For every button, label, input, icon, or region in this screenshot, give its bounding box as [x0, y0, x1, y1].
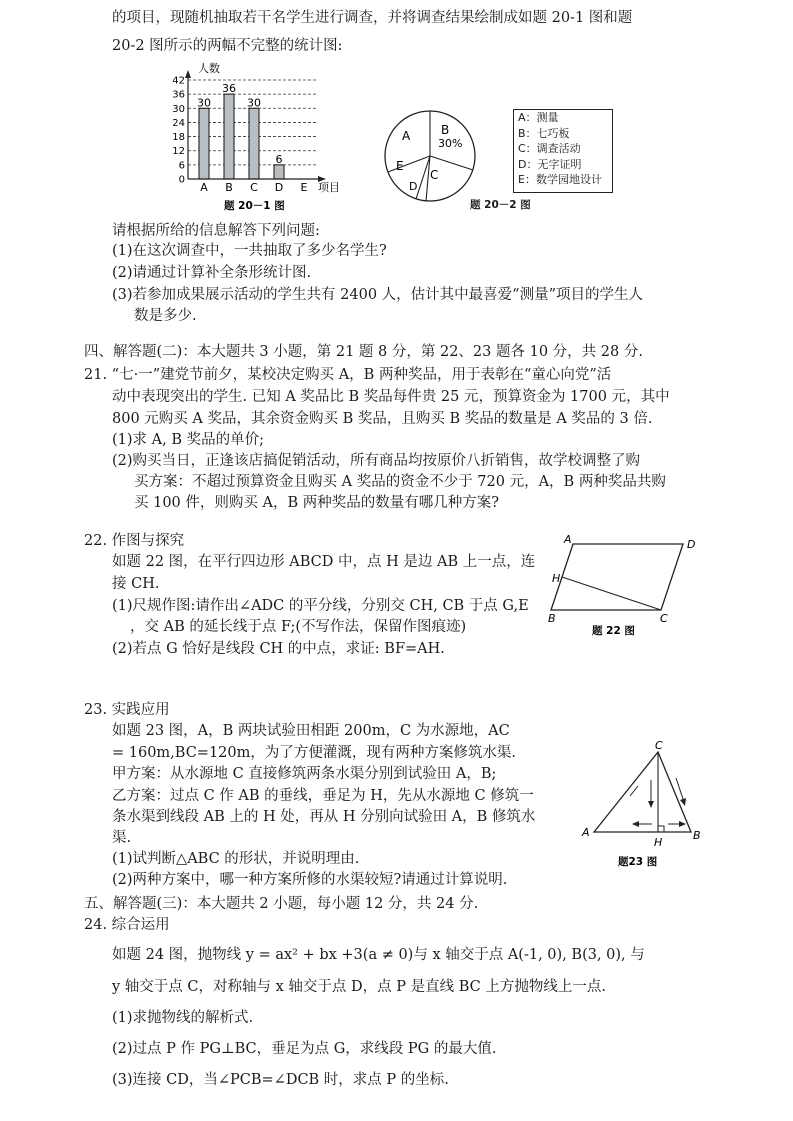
label-a: A: [582, 826, 590, 839]
label-c: C: [660, 612, 668, 625]
pie-chart-caption: 题 20－2 图: [470, 199, 531, 211]
legend-item-e: E：数学园地设计: [518, 173, 602, 186]
arrow-down-head-icon: [648, 801, 654, 808]
q23-line-3: = 160m,BC=120m，为了方便灌溉，现有两种方案修筑水渠.: [112, 745, 516, 761]
legend-box: [513, 109, 613, 193]
q22-part-1: (1)尺规作图:请作出∠ADC 的平分线，分别交 CH, CB 于点 G,E: [112, 598, 529, 614]
bar-value-label: 30: [197, 96, 211, 110]
y-tick-label: 0: [178, 174, 185, 186]
x-tick-label: D: [274, 181, 284, 194]
intro-line-1: 的项目，现随机抽取若干名学生进行调查，并将调查结果绘制成如题 20-1 图和题: [112, 10, 633, 26]
q23-part-1: (1)试判断△ABC 的形状，并说明理由.: [112, 851, 360, 867]
q24-part-3: (3)连接 CD，当∠PCB=∠DCB 时，求点 P 的坐标.: [112, 1072, 449, 1088]
y-tick-label: 24: [172, 117, 185, 129]
y-tick-label: 30: [172, 103, 185, 115]
label-d: D: [687, 538, 696, 551]
bar-value-label: 30: [247, 96, 261, 110]
segment-ch: [562, 577, 661, 610]
arrow-left-head-icon: [632, 821, 639, 827]
y-tick-label: 6: [178, 160, 185, 172]
q23-line-6: 条水渠到线段 AB 上的 H 处，再从 H 分别向试验田 A，B 修筑水: [112, 809, 536, 825]
x-tick-label: C: [250, 181, 258, 194]
q21-line-6: 买方案：不超过预算资金且购买 A 奖品的资金不少于 720 元，A，B 两种奖品共购: [134, 474, 666, 490]
bar-c: [249, 108, 259, 179]
q22-line-2: 如题 22 图，在平行四边形 ABCD 中，点 H 是边 AB 上一点，连: [112, 554, 536, 570]
q24-part-2: (2)过点 P 作 PG⊥BC，垂足为点 G，求线段 PG 的最大值.: [112, 1041, 497, 1057]
label-c: C: [655, 740, 663, 752]
y-axis-arrow-icon: [185, 70, 191, 78]
figure-23-triangle: [578, 740, 708, 874]
x-tick-label: B: [225, 181, 233, 194]
arrow-left-diagonal-icon: [630, 786, 638, 796]
bar-value-label: 36: [222, 82, 236, 96]
pie-label-c: C: [430, 168, 439, 182]
bar-d: [274, 165, 284, 179]
right-angle-mark: [658, 826, 664, 832]
label-h: H: [654, 836, 663, 849]
q21-part-1: (1)求 A, B 奖品的单价;: [112, 432, 264, 448]
bar-b: [224, 94, 234, 179]
arrow-diagonal-head-icon: [680, 798, 686, 806]
q21-line-3: 800 元购买 A 奖品，其余资金购买 B 奖品，且购买 B 奖品的数量是 A 奖品的 3 倍.: [112, 411, 653, 427]
q21-line-5: (2)购买当日，正逢该店搞促销活动，所有商品均按原价八折销售，故学校调整了购: [112, 453, 641, 469]
bar-chart-20-1: [160, 58, 360, 216]
bar-chart-caption: 题 20－1 图: [224, 200, 285, 212]
figure-22-caption: 题 22 图: [592, 625, 635, 637]
y-axis-label: 人数: [198, 62, 220, 75]
q22-part-2: (2)若点 G 恰好是线段 CH 的中点，求证: BF=AH.: [112, 641, 445, 657]
bar-value-label: 6: [275, 152, 283, 166]
figure-22-parallelogram: [548, 532, 708, 638]
q20-part-2: (2)请通过计算补全条形统计图.: [112, 265, 312, 281]
pie-label-b-percent: 30%: [438, 137, 463, 150]
y-tick-label: 18: [172, 132, 185, 144]
pie-label-e: E: [396, 159, 404, 173]
label-b: B: [693, 829, 701, 842]
q23-line-7: 渠.: [112, 830, 132, 846]
q24-line-3: y 轴交于点 C，对称轴与 x 轴交于点 D，点 P 是直线 BC 上方抛物线上一点.: [112, 979, 606, 995]
q23-heading: 23. 实践应用: [84, 702, 170, 718]
legend-item-b: B：七巧板: [518, 126, 570, 140]
figure-23-caption: 题23 图: [618, 856, 658, 868]
legend-item-a: A：测量: [518, 111, 559, 124]
x-axis-label: 项目: [318, 181, 340, 194]
pie-label-d: D: [409, 180, 418, 193]
pie-slice-edge: [388, 156, 430, 172]
y-tick-label: 42: [172, 75, 185, 87]
q23-part-2: (2)两种方案中，哪一种方案所修的水渠较短?请通过计算说明.: [112, 872, 508, 888]
q23-line-4: 甲方案：从水源地 C 直接修筑两条水渠分别到试验田 A，B;: [112, 766, 497, 782]
legend-item-d: D：无字证明: [518, 157, 582, 171]
section-4-heading: 四、解答题(二)：本大题共 3 小题，第 21 题 8 分，第 22、23 题各 10 分，共 28 分.: [84, 344, 643, 360]
q20-part-1: (1)在这次调查中，一共抽取了多少名学生?: [112, 243, 387, 259]
arrow-right-head-icon: [679, 821, 686, 827]
q21-line-1: 21. “七·一”建党节前夕，某校决定购买 A，B 两种奖品，用于表彰在“童心向党”活: [84, 367, 612, 383]
q20-part-3b: 数是多少.: [134, 308, 197, 324]
parallelogram-abcd: [551, 544, 683, 610]
x-tick-label: E: [300, 181, 308, 194]
q20-part-3a: (3)若参加成果展示活动的学生共有 2400 人，估计其中最喜爱“测量”项目的学生人: [112, 287, 643, 303]
label-h: H: [552, 572, 561, 585]
q22-part-1b: ，交 AB 的延长线于点 F;(不写作法，保留作图痕迹): [130, 619, 467, 635]
q20-prompt: 请根据所给的信息解答下列问题:: [112, 223, 320, 239]
q21-line-2: 动中表现突出的学生. 已知 A 奖品比 B 奖品每件贵 25 元，预算资金为 1700 元，其中: [112, 389, 670, 405]
triangle-abc: [594, 752, 691, 832]
bar-a: [199, 108, 209, 179]
y-tick-label: 12: [172, 146, 185, 158]
x-tick-label: A: [200, 181, 208, 194]
intro-line-2: 20-2 图所示的两幅不完整的统计图:: [112, 38, 343, 54]
q23-line-5: 乙方案：过点 C 作 AB 的垂线，垂足为 H，先从水源地 C 修筑一: [112, 788, 534, 804]
label-b: B: [548, 612, 556, 625]
q21-line-7: 买 100 件，则购买 A，B 两种奖品的数量有哪几种方案?: [134, 495, 500, 511]
q22-heading: 22. 作图与探究: [84, 533, 185, 549]
y-tick-label: 36: [172, 89, 185, 101]
q24-part-1: (1)求抛物线的解析式.: [112, 1010, 254, 1026]
q24-line-2: 如题 24 图，抛物线 y = ax² + bx +3(a ≠ 0)与 x 轴交于点 A(-1, 0), B(3, 0), 与: [112, 947, 645, 963]
q23-line-2: 如题 23 图，A，B 两块试验田相距 200m，C 为水源地，AC: [112, 723, 510, 739]
q24-heading: 24. 综合运用: [84, 917, 170, 933]
q22-line-3: 接 CH.: [112, 576, 160, 592]
pie-label-a: A: [402, 129, 411, 143]
pie-label-b: B: [441, 123, 450, 137]
section-5-heading: 五、解答题(三)：本大题共 2 小题，每小题 12 分，共 24 分.: [84, 896, 479, 912]
legend-item-c: C：调查活动: [518, 142, 581, 155]
label-a: A: [564, 533, 572, 546]
